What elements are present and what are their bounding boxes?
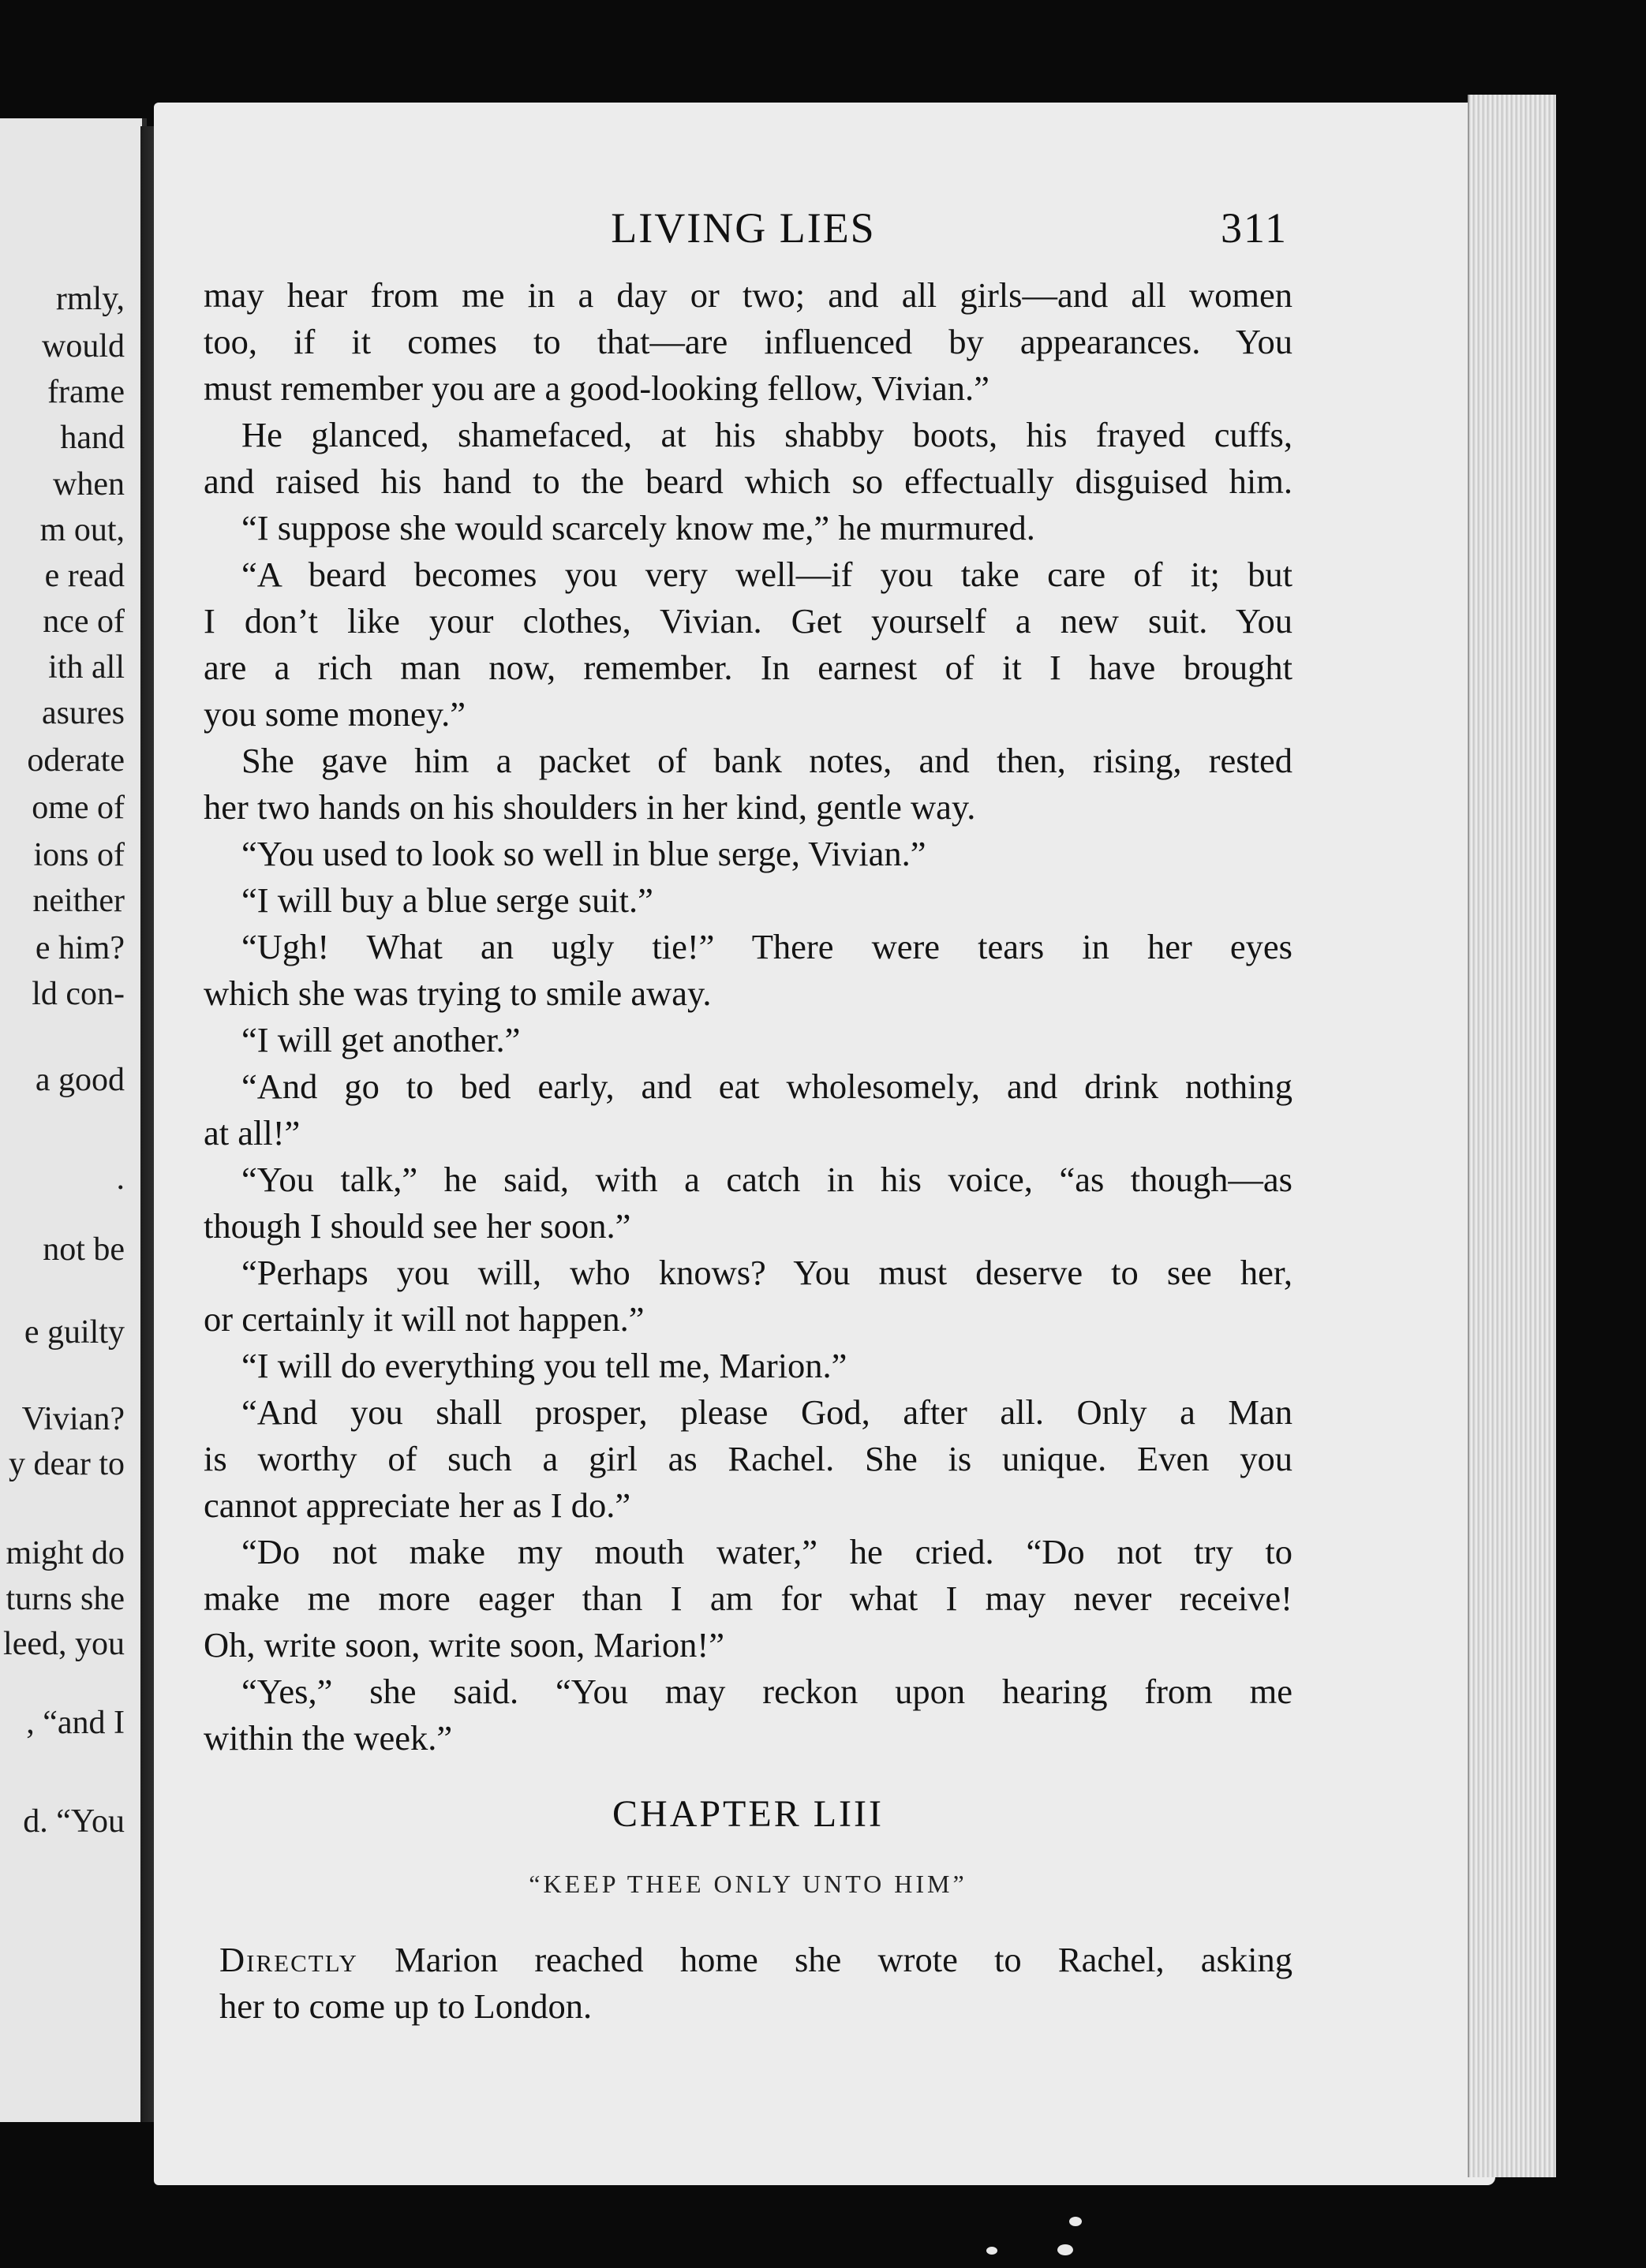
text-line: I don’t like your clothes, Vivian. Get yourself a new suit. You (204, 601, 1292, 641)
text-line: “I suppose she would scarcely know me,” he murmured. (241, 508, 1035, 547)
left-page-line: when (53, 466, 125, 503)
left-page-line: e guilty (24, 1314, 125, 1351)
left-page-line: . (116, 1160, 125, 1197)
left-page-line: rmly, (55, 281, 125, 317)
text-line: make me more eager than I am for what I may never receive! (204, 1579, 1292, 1618)
text-line: which she was trying to smile away. (204, 973, 712, 1013)
left-page-line: ions of (33, 837, 125, 873)
left-page-line: ith all (48, 649, 125, 686)
body-text (204, 272, 1292, 1762)
text-line: He glanced, shamefaced, at his shabby boots, his frayed cuffs, (241, 415, 1292, 454)
text-line: within the week.” (204, 1718, 453, 1758)
left-page-line: would (42, 328, 125, 364)
text-line: “And go to bed early, and eat wholesomely, and drink nothing (241, 1067, 1292, 1106)
text-line: “Ugh! What an ugly tie!” There were tears in her eyes (241, 927, 1292, 966)
left-page-line: hand (60, 420, 125, 456)
chapter-title: CHAPTER LIII (612, 1793, 884, 1835)
text-line: cannot appreciate her as I do.” (204, 1485, 631, 1525)
left-page-line: , “and I (26, 1705, 125, 1741)
dust-speck (1057, 2244, 1073, 2255)
left-page-line: asures (42, 695, 125, 731)
text-line: “Yes,” she said. “You may reckon upon hearing from me (241, 1672, 1292, 1711)
opening-line-2: her to come up to London. (219, 1986, 593, 2026)
left-page-line: not be (43, 1231, 125, 1268)
text-line: She gave him a packet of bank notes, and then, rising, rested (241, 741, 1292, 780)
left-page-line: ome of (32, 790, 125, 826)
left-page-line: e read (44, 558, 125, 594)
dust-speck (986, 2247, 997, 2255)
text-line: “You used to look so well in blue serge, Vivian.” (241, 834, 926, 873)
left-page-line: y dear to (9, 1446, 125, 1482)
text-line: “You talk,” he said, with a catch in his voice, “as though—as (241, 1160, 1292, 1199)
left-page-line: a good (35, 1062, 125, 1098)
left-page-line: Vivian? (21, 1401, 125, 1437)
left-page-line: leed, you (3, 1626, 125, 1662)
left-page-line: oderate (27, 742, 125, 779)
left-page-line: might do (6, 1535, 125, 1571)
left-page-line: d. “You (23, 1803, 125, 1840)
left-page-line: m out, (39, 512, 125, 548)
text-line: “And you shall prosper, please God, after all. Only a Man (241, 1392, 1292, 1432)
text-line: “Perhaps you will, who knows? You must deserve to see her, (241, 1253, 1292, 1292)
page-edges (1468, 95, 1556, 2177)
opening-word: Directly (219, 1940, 358, 1979)
left-page-fragment (0, 118, 147, 2122)
left-page-line: ld con- (32, 976, 125, 1012)
left-page-line: turns she (6, 1581, 125, 1617)
text-line: “I will do everything you tell me, Marion.” (241, 1346, 847, 1385)
dust-speck (1069, 2217, 1082, 2226)
text-line: though I should see her soon.” (204, 1206, 631, 1246)
running-head: LIVING LIES (611, 204, 876, 252)
chapter-epigraph: “KEEP THEE ONLY UNTO HIM” (529, 1870, 967, 1898)
text-line: must remember you are a good-looking fellow, Vivian.” (204, 368, 989, 408)
text-line: may hear from me in a day or two; and all girls—and all women (204, 275, 1292, 315)
page-number: 311 (1221, 204, 1288, 252)
left-page-line: nce of (43, 603, 125, 640)
text-line: at all!” (204, 1113, 301, 1153)
left-page-line: neither (32, 883, 125, 919)
text-line: “I will buy a blue serge suit.” (241, 880, 653, 920)
text-line: you some money.” (204, 694, 466, 734)
text-line: “I will get another.” (241, 1020, 521, 1059)
text-line: “A beard becomes you very well—if you take care of it; but (241, 555, 1292, 594)
page-header (199, 204, 1288, 259)
text-line: is worthy of such a girl as Rachel. She is unique. Even you (204, 1439, 1292, 1478)
text-line: and raised his hand to the beard which so effectually disguised him. (204, 461, 1292, 501)
left-page-line: e him? (35, 930, 125, 966)
left-page-line: frame (47, 374, 125, 410)
text-line: Oh, write soon, write soon, Marion!” (204, 1625, 724, 1665)
text-line: her two hands on his shoulders in her kind, gentle way. (204, 787, 976, 827)
text-line: or certainly it will not happen.” (204, 1299, 645, 1339)
opening-line-rest: Marion reached home she wrote to Rachel, asking (357, 1940, 1292, 1979)
text-line: “Do not make my mouth water,” he cried. “Do not try to (241, 1532, 1292, 1571)
text-line: too, if it comes to that—are influenced by appearances. You (204, 322, 1292, 361)
text-line: are a rich man now, remember. In earnest of it I have brought (204, 648, 1292, 687)
chapter-opening (219, 1937, 1292, 2030)
opening-line (219, 1937, 1292, 1983)
